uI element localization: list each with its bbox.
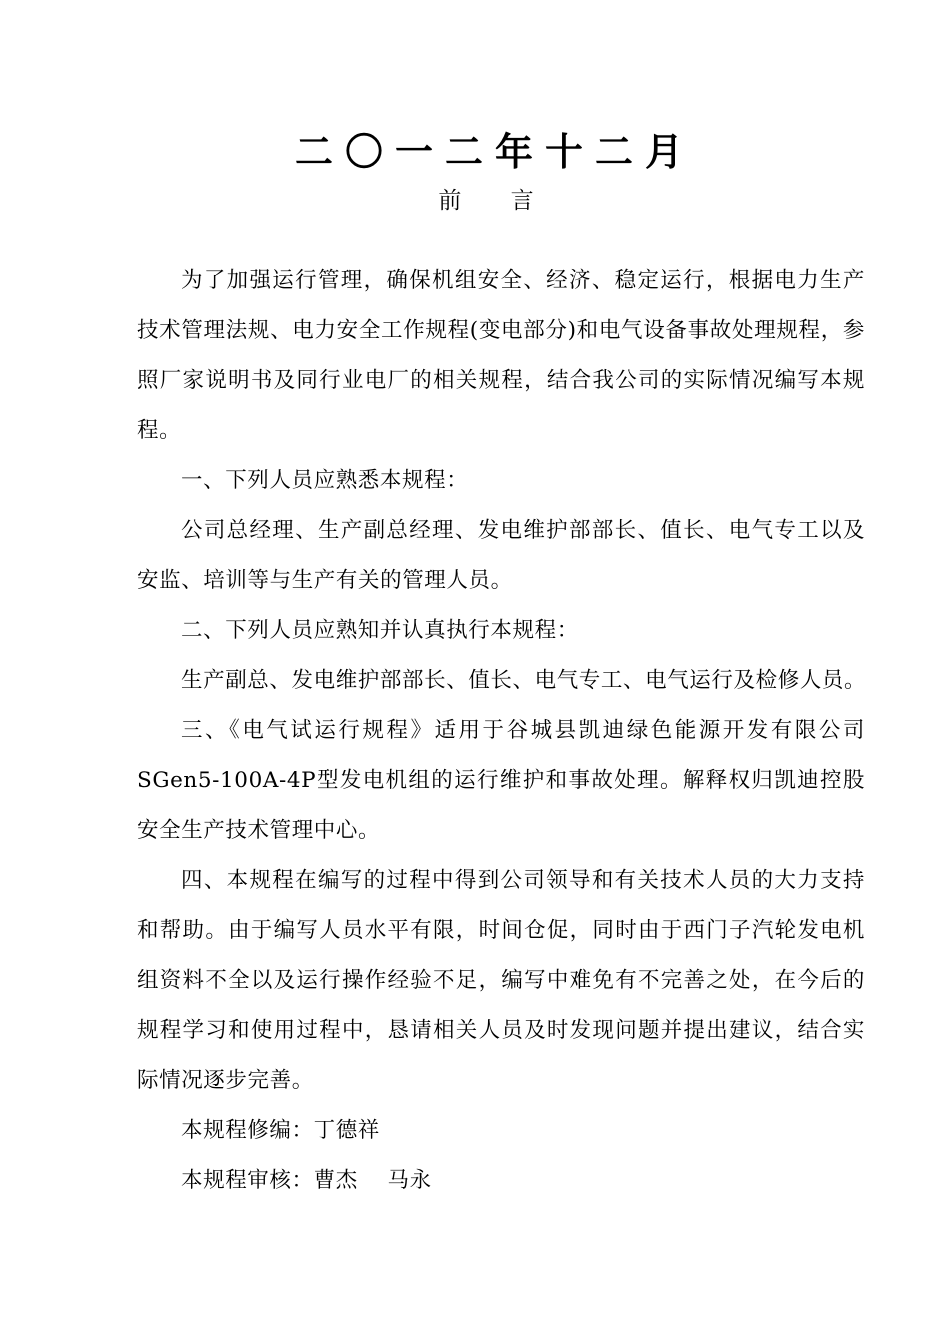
paragraph-section-1-body: 公司总经理、生产副总经理、发电维护部部长、值长、电气专工以及安监、培训等与生产有关的管理人员。 [137,518,865,593]
paragraph-section-4: 四、本规程在编写的过程中得到公司领导和有关技术人员的大力支持和帮助。由于编写人员水平有限，时间仓促，同时由于西门子汽轮发电机组资料不全以及运行操作经验不足，编写中难免有不完善之处，在今后的规程学习和使用过程中，恳请相关人员及时发现问题并提出建议，结合实际情况逐步完善。 [137,868,865,1093]
paragraph-section-2-body: 生产副总、发电维护部部长、值长、电气专工、电气运行及检修人员。 [181,668,867,693]
date-title: 二〇一二年十二月 [294,130,695,174]
paragraph-section-2-heading: 二、下列人员应熟知并认真执行本规程： [181,618,579,643]
paragraph-section-1-heading: 一、下列人员应熟悉本规程： [181,468,469,493]
reviewer-line: 本规程审核：曹杰 马永 [181,1168,432,1193]
editor-line: 本规程修编：丁德祥 [181,1118,380,1143]
document-body [137,256,865,1206]
paragraph-intro: 为了加强运行管理，确保机组安全、经济、稳定运行，根据电力生产技术管理法规、电力安全工作规程(变电部分)和电气设备事故处理规程，参照厂家说明书及同行业电厂的相关规程，结合我公司的实际情况编写本规程。 [137,268,865,443]
paragraph-section-3: 三、《电气试运行规程》适用于谷城县凯迪绿色能源开发有限公司SGen5-100A-4P型发电机组的运行维护和事故处理。解释权归凯迪控股安全生产技术管理中心。 [137,718,865,843]
preface-title: 前 言 [438,188,538,214]
